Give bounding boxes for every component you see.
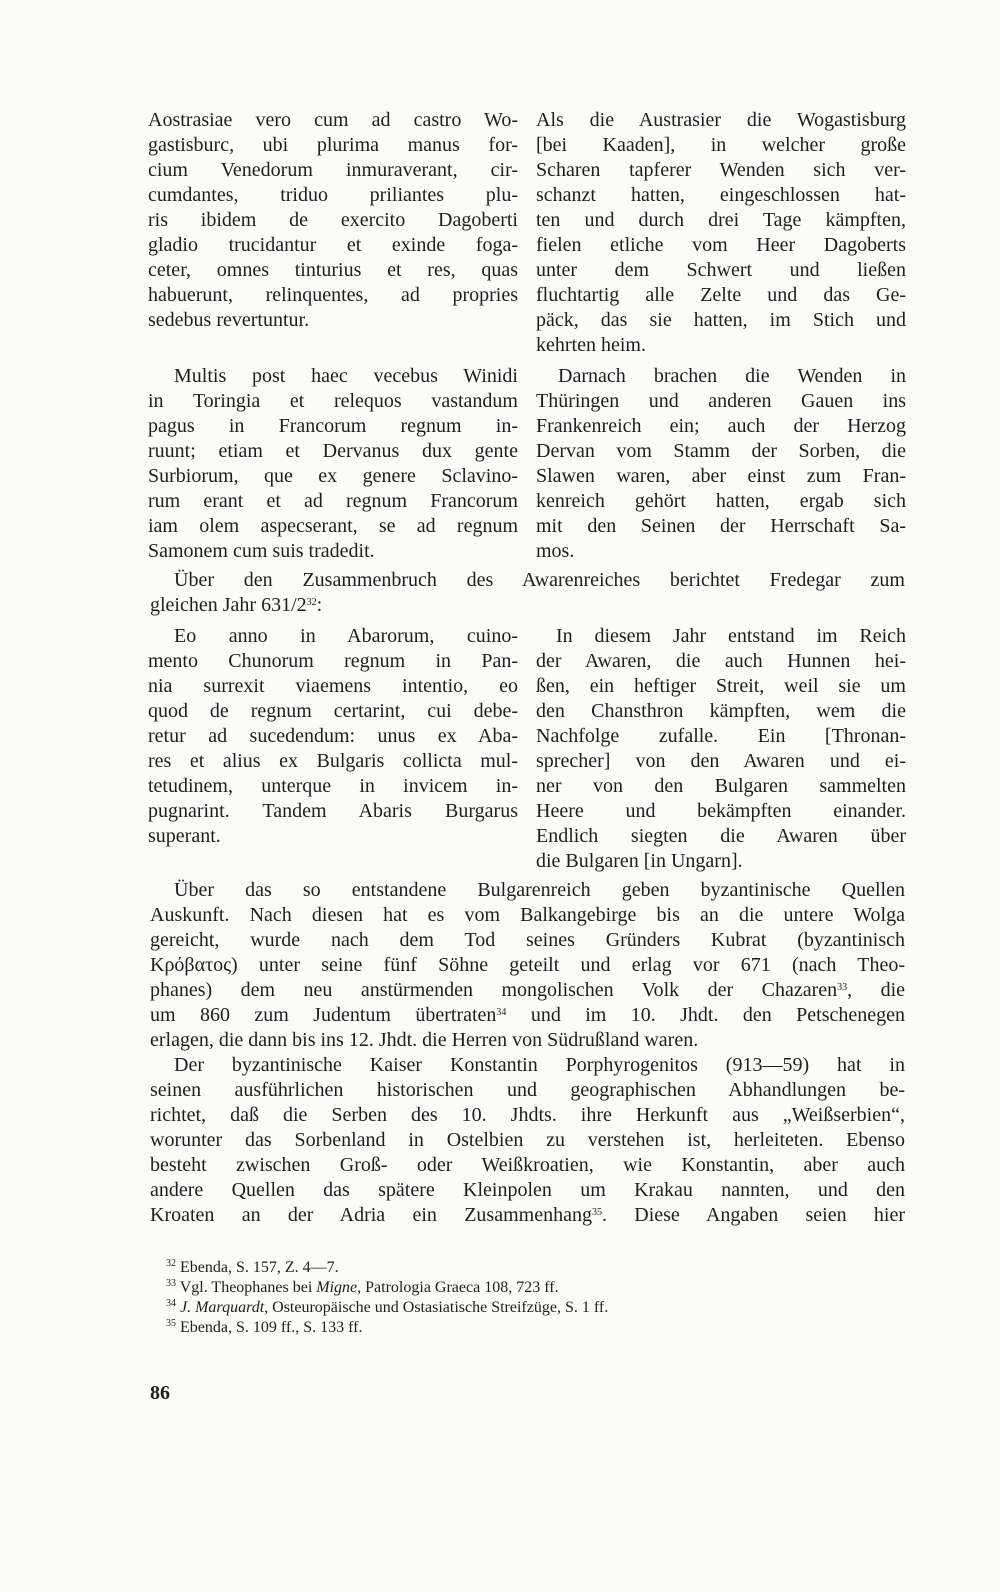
footnote-ref-32[interactable]: 32 bbox=[306, 597, 317, 608]
intro-paragraph: Über den Zusammenbruch des Awarenreiches berichtet Fredegar zum gleichen Jahr $631/2^{32}$: bbox=[150, 569, 905, 616]
footnote-32: $^{32}$ Ebenda, S. 157, Z. 4—7. bbox=[166, 1258, 339, 1276]
german-translation-2: Darnach brachen die Wenden in Thüringen und anderen Gauen ins Frankenreich ein; auch der Herzog Dervan vom Stamm der Sorben, die Slawen waren, aber einst zum Fran- kenreich gehört hatten, ergab sich mit den Seinen der Herrschaft Sa- mos. bbox=[536, 365, 906, 562]
footnote-ref-33[interactable]: 33 bbox=[837, 982, 848, 993]
body-line-5: phanes) dem neu anstürmenden mongolischen Volk der Chazaren$^{33}$, die bbox=[150, 979, 906, 1001]
footnote-34: $^{34}$ J. Marquardt, Osteuropäische und Ostasiatische Streifzüge, S. 1 ff. bbox=[166, 1298, 609, 1316]
german-translation-1: Als die Austrasier die Wogastisburg [bei Kaaden], in welcher große Scharen tapferer Wenden sich ver- schanzt hatten, eingeschlossen hat- ten und durch drei Tage kämpften, fielen etliche vom Heer Dagoberts unter dem Schwert und ließen fluchtartig alle Zelte und das Ge- päck, das sie hatten, im Stich und kehrten heim. bbox=[536, 109, 906, 356]
footnotes bbox=[150, 1258, 905, 1338]
latin-passage-2: Multis post haec vecebus Winidi in Toringia et relequos vastandum pagus in Francorum regnum in- ruunt; etiam et Dervanus dux gente Surbiorum, que ex genere Sclavino- rum erant et ad regnum Francorum iam olem aspecserant, se ad regnum Samonem cum suis tradedit. bbox=[148, 365, 518, 562]
latin-passage-1: Aostrasiae vero cum ad castro Wo- gastisburc, ubi plurima manus for- cium Venedorum inmuraverant, cir- cumdantes, triduo priliantes plu- ris ibidem de exercito Dagoberti gladio trucidantur et exinde foga- ceter, omnes tinturius et res, quas habuerunt, relinquentes, ad propries sedebus revertuntur. bbox=[148, 109, 518, 331]
body-paragraph: Über das so entstandene Bulgarenreich geben byzantinische Quellen Auskunft. Nach diesen hat es vom Balkangebirge bis an die untere Wolga gereicht, wurde nach dem Tod seines Gründers Kubrat (byzantinisch Κρόβατος) unter seine fünf Söhne geteilt und erlag vor 671 (nach Theo- phanes) dem neu anstürmenden mongolischen Volk der Chazaren$^{33}$, die um 860 zum Judentum übertraten$^{34}$ und im 10. Jhdt. den Petschenegen erlagen, die dann bis ins 12. Jhdt. die Herren von Südrußland waren. Der byzantinische Kaiser Konstantin Porphyrogenitos (913—59) hat in seinen ausführlichen historischen und geographischen Abhandlungen be- richtet, daß die Serben des 10. Jhdts. ihre Herkunft aus „Weißserbien“, worunter das Sorbenland in Ostelbien zu verstehen ist, herleiteten. Ebenso besteht zwischen Groß- oder Weißkroatien, wie Konstantin, aber auch andere Quellen das spätere Kleinpolen um Krakau nannten, und den Kroaten an der Adria ein Zusammenhang$^{35}$. Diese Angaben seien hier bbox=[150, 879, 906, 1226]
footnote-35: $^{35}$ Ebenda, S. 109 ff., S. 133 ff. bbox=[166, 1318, 363, 1336]
german-translation-3: In diesem Jahr entstand im Reich der Awaren, die auch Hunnen hei- ßen, ein heftiger Streit, weil sie um den Chansthron kämpften, wem die Nachfolge zufalle. Ein [Thronan- sprecher] von den Awaren und ei- ner von den Bulgaren sammelten Heere und bekämpften einander. Endlich siegten die Awaren über die Bulgaren [in Ungarn]. bbox=[536, 625, 906, 872]
latin-passage-3: Eo anno in Abarorum, cuino- mento Chunorum regnum in Pan- nia surrexit viaemens intentio, eo quod de regnum certarint, cui debe- retur ad sucedendum: unus ex Aba- res et alius ex Bulgaris collicta mul- tetudinem, unterque in invicem in- pugnarint. Tandem Abaris Burgarus superant. bbox=[148, 625, 518, 847]
page-number: 86 bbox=[150, 1382, 170, 1404]
footnote-ref-35[interactable]: 35 bbox=[591, 1207, 602, 1218]
footnote-33: $^{33}$ Vgl. Theophanes bei Migne, Patrologia Graeca 108, 723 ff. bbox=[166, 1278, 559, 1296]
footnote-ref-34[interactable]: 34 bbox=[496, 1007, 507, 1018]
body-line-14: Kroaten an der Adria ein Zusammenhang$^{35}$. Diese Angaben seien hier bbox=[150, 1204, 905, 1226]
body-line-6: um 860 zum Judentum übertraten$^{34}$ und im 10. Jhdt. den Petschenegen bbox=[150, 1004, 905, 1026]
intro-line-2: gleichen Jahr $631/2^{32}$: bbox=[150, 594, 323, 616]
